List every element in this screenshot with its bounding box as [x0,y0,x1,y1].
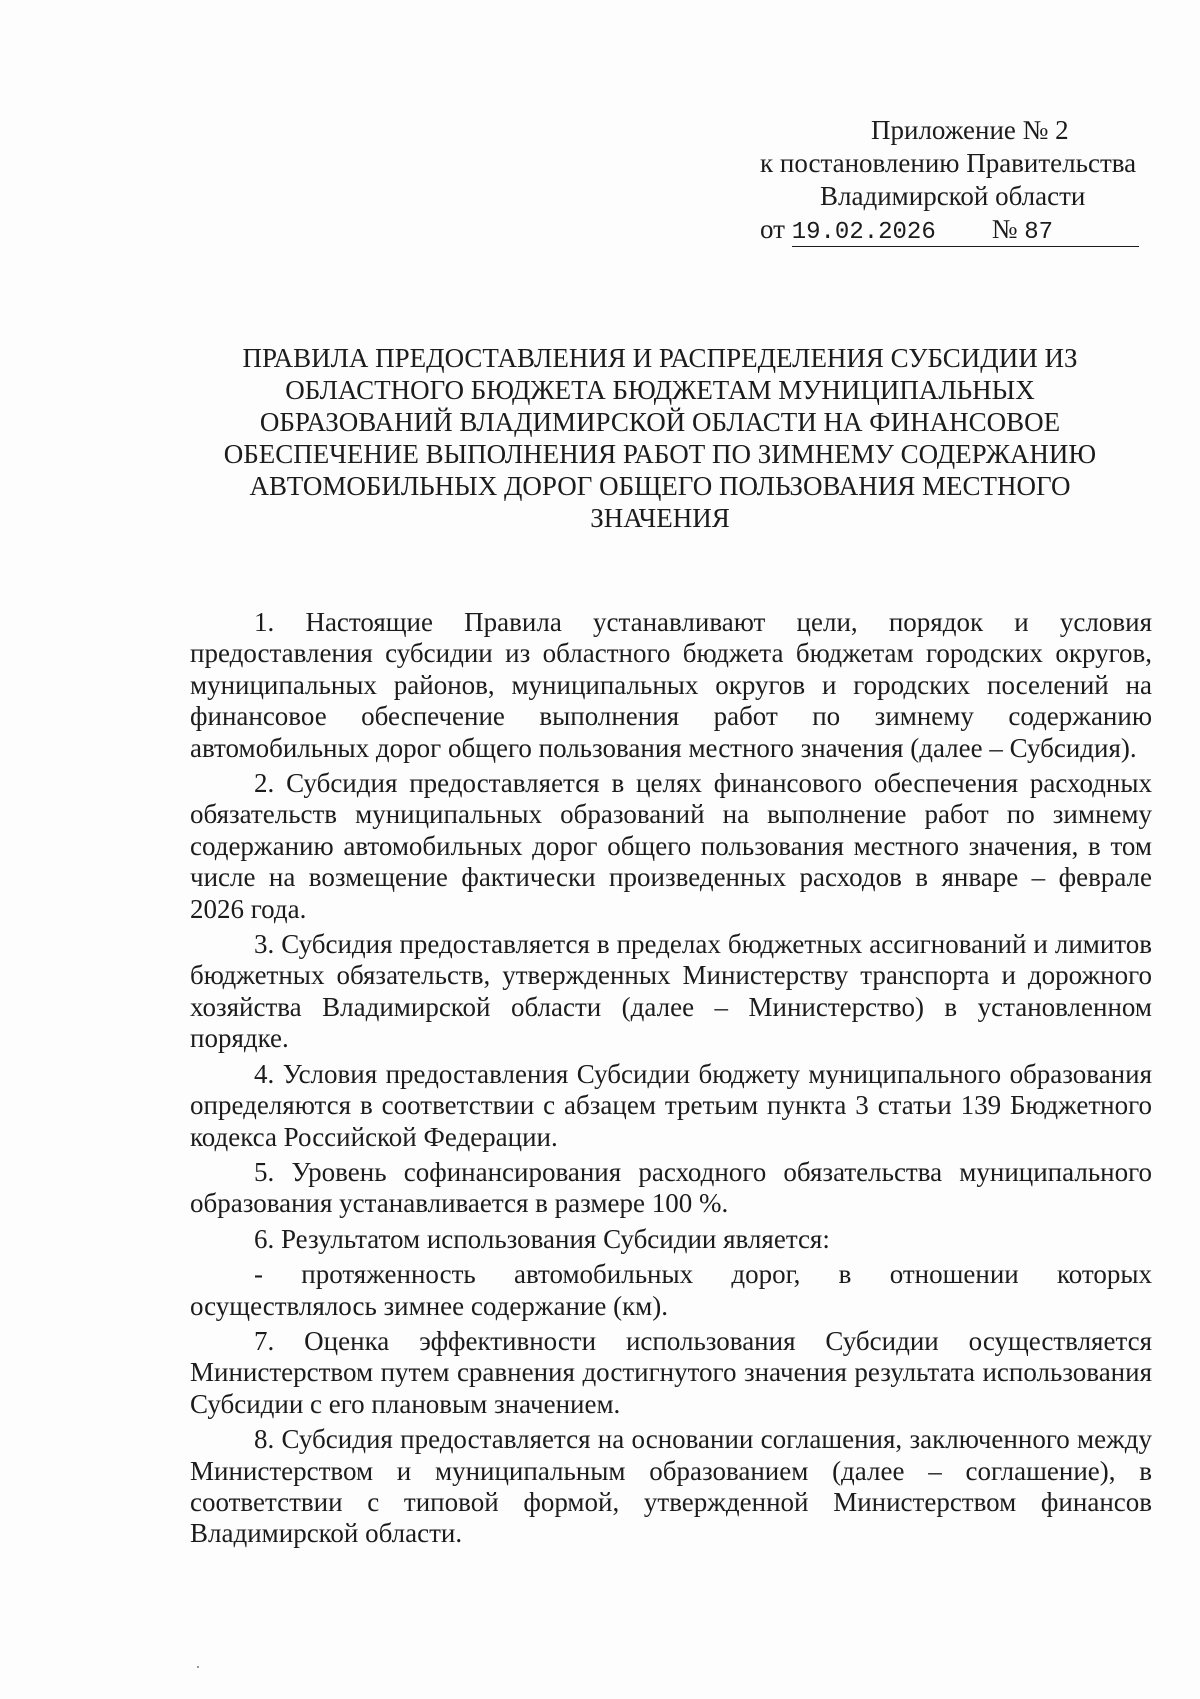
document-body [190,607,1152,1554]
scan-artifact [197,1666,199,1668]
title-line: ОБЕСПЕЧЕНИЕ ВЫПОЛНЕНИЯ РАБОТ ПО ЗИМНЕМУ СОДЕРЖАНИЮ [223,439,1097,469]
appendix-number: Приложение № 2 [871,115,1069,145]
title-line: ОБРАЗОВАНИЙ ВЛАДИМИРСКОЙ ОБЛАСТИ НА ФИНАНСОВОЕ [259,407,1061,437]
paragraph-1: 1. Настоящие Правила устанавливают цели, порядок и условия предоставления субсидии из областного бюджета бюджетам городских округов, муниципальных районов, муниципальных округов и городских поселений на финансовое обеспечение выполнения работ по зимнему содержанию автомобильных дорог общего пользования местного значения (далее – Субсидия). [190,607,1152,763]
appendix-header [760,114,1180,247]
decree-date-field [792,216,992,247]
paragraph-7: 7. Оценка эффективности использования Субсидии осуществляется Министерством путем сравнения достигнутого значения результата использования Субсидии с его плановым значением. [190,1325,1152,1419]
date-prefix: от [760,214,785,244]
paragraph-5: 5. Уровень софинансирования расходного обязательства муниципального образования устанавливается в размере 100 %. [190,1156,1152,1219]
appendix-region: Владимирской области [820,181,1086,211]
paragraph-3: 3. Субсидия предоставляется в пределах бюджетных ассигнований и лимитов бюджетных обязательств, утвержденных Министерству транспорта и дорожного хозяйства Владимирской области (далее – Министерство) в установленном порядке. [190,929,1152,1054]
title-line: ПРАВИЛА ПРЕДОСТАВЛЕНИЯ И РАСПРЕДЕЛЕНИЯ СУБСИДИИ ИЗ [242,343,1078,373]
title-line: АВТОМОБИЛЬНЫХ ДОРОГ ОБЩЕГО ПОЛЬЗОВАНИЯ МЕСТНОГО [249,471,1071,501]
document-title [180,342,1140,534]
appendix-decree-ref: к постановлению Правительства [760,148,1137,178]
decree-date: 19.02.2026 [791,219,936,246]
number-prefix: № [991,214,1018,244]
paragraph-6-item: - протяженность автомобильных дорог, в отношении которых осуществлялось зимнее содержание (км). [190,1259,1152,1321]
paragraph-4: 4. Условия предоставления Субсидии бюджету муниципального образования определяются в соответствии с абзацем третьим пункта 3 статьи 139 Бюджетного кодекса Российской Федерации. [190,1058,1152,1152]
title-line: ЗНАЧЕНИЯ [590,503,730,533]
paragraph-6: 6. Результатом использования Субсидии является: [254,1223,830,1254]
paragraph-2: 2. Субсидия предоставляется в целях финансового обеспечения расходных обязательств муниципальных образований на выполнение работ по зимнему содержанию автомобильных дорог общего пользования местного значения, в том числе на возмещение фактически произведенных расходов в январе – феврале 2026 года. [190,768,1152,924]
title-line: ОБЛАСТНОГО БЮДЖЕТА БЮДЖЕТАМ МУНИЦИПАЛЬНЫХ [285,375,1035,405]
appendix-date-number-line [760,213,1180,247]
paragraph-8: 8. Субсидия предоставляется на основании соглашения, заключенного между Министерством и муниципальным образованием (далее – соглашение), в соответствии с типовой формой, утвержденной Министерством финансов Владимирской области. [190,1424,1152,1549]
decree-number: 87 [1024,219,1054,246]
number-field [992,216,1139,247]
